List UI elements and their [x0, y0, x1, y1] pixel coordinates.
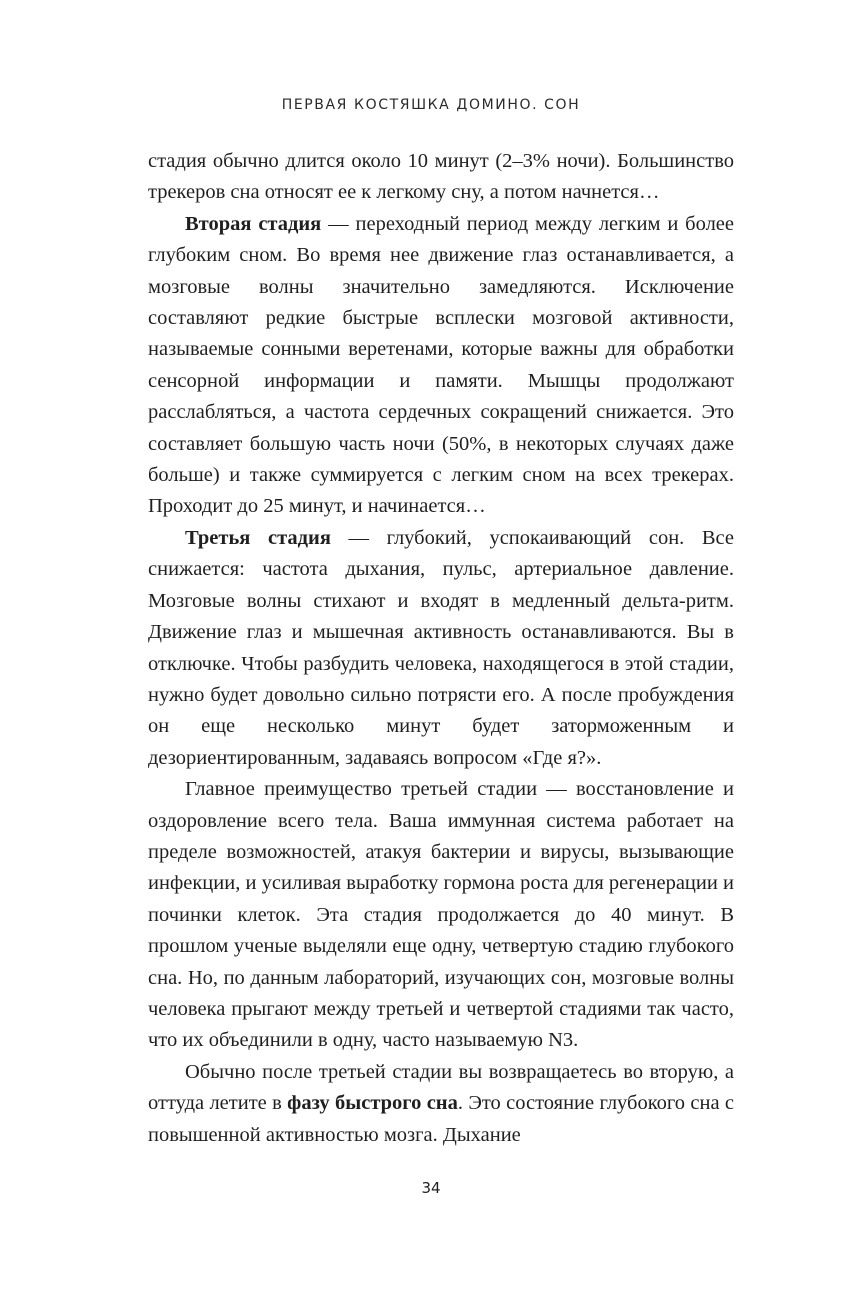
paragraph-continuation — [148, 146, 734, 209]
term-third-stage: Третья стадия — [185, 526, 331, 549]
body-text — [148, 146, 734, 1151]
paragraph-text: Обычно после третьей стадии вы возвращаетесь во вторую, а оттуда летите в — [148, 1060, 734, 1115]
paragraph-text: . Это состояние глубокого сна с повышенной активностью мозга. Дыхание — [148, 1092, 734, 1146]
page-number: 34 — [421, 1179, 441, 1197]
term-second-stage: Вторая стадия — [185, 212, 322, 235]
paragraph-third-stage-benefits — [148, 774, 734, 1057]
paragraph-second-stage — [148, 209, 734, 523]
paragraph-rem-sleep — [148, 1057, 734, 1151]
paragraph-text: стадия обычно длится около 10 минут (2–3% ночи). Большинство трекеров сна относят ее к легкому сну, а потом начнется… — [148, 150, 734, 204]
paragraph-text: Главное преимущество третьей стадии — восстановление и оздоровление всего тела. Ваша иммунная система работает на пределе возможностей, атакуя бактерии и вирусы, вызывающие инфекции, и усиливая выработку гормона роста для регенерации и починки клеток. Эта стадия продолжается до 40 минут. В прошлом ученые выделяли еще одну, четвертую стадию глубокого сна. Но, по данным лабораторий, изучающих сон, мозговые волны человека прыгают между третьей и четвертой стадиями так часто, что их объединили в одну, часто называемую N3. — [148, 778, 734, 1052]
paragraph-third-stage — [148, 523, 734, 774]
running-head: ПЕРВАЯ КОСТЯШКА ДОМИНО. СОН — [281, 97, 581, 113]
paragraph-text: — переходный период между легким и более глубоким сном. Во время нее движение глаз останавливается, а мозговые волны значительно замедляются. Исключение составляют редкие быстрые всплески мозговой активности, называемые сонными веретенами, которые важны для обработки сенсорной информации и памяти. Мышцы продолжают расслабляться, а частота сердечных сокращений снижается. Это составляет большую часть ночи (50%, в некоторых случаях даже больше) и также суммируется с легким сном на всех трекерах. Проходит до 25 минут, и начинается… — [148, 212, 735, 518]
paragraph-text: — глубокий, успокаивающий сон. Все снижается: частота дыхания, пульс, артериальное давление. Мозговые волны стихают и входят в медленный дельта-ритм. Движение глаз и мышечная активность останавливаются. Вы в отключке. Чтобы разбудить человека, находящегося в этой стадии, нужно будет довольно сильно потрясти его. А после пробуждения он еще несколько минут будет заторможенным и дезориентированным, задаваясь вопросом «Где я?». — [148, 526, 734, 769]
term-rem-sleep: фазу быстрого сна — [287, 1092, 458, 1115]
